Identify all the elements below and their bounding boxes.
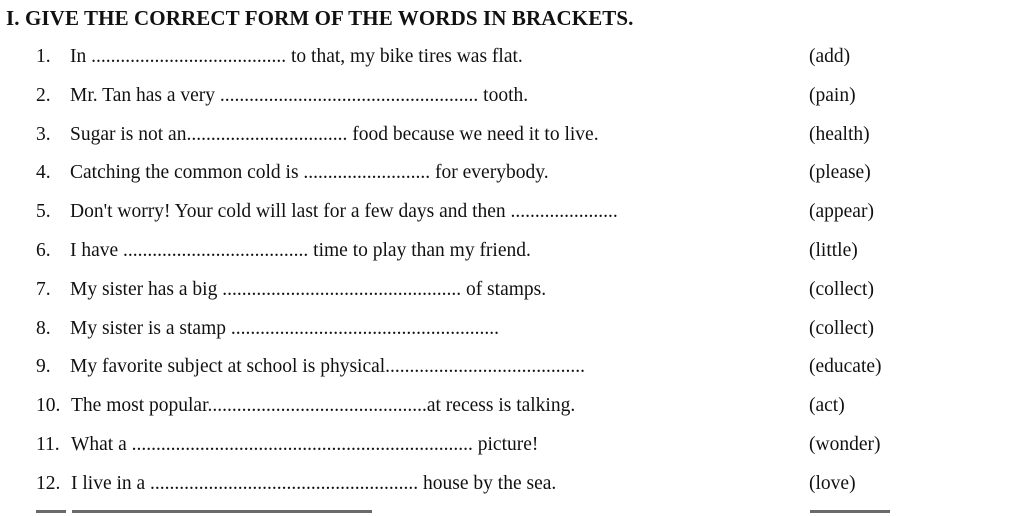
exercise-item xyxy=(0,122,1024,161)
item-word-hint: (love) xyxy=(809,472,856,494)
item-word-hint: (educate) xyxy=(809,356,882,378)
item-number: 11. xyxy=(36,433,60,455)
exercise-item xyxy=(0,393,1024,432)
item-sentence: What a ...................................................................... picture! xyxy=(71,433,539,455)
exercise-list xyxy=(0,44,1024,510)
item-number: 12. xyxy=(36,472,61,494)
item-word-hint: (appear) xyxy=(809,201,874,223)
exercise-heading: I. GIVE THE CORRECT FORM OF THE WORDS IN BRACKETS. xyxy=(6,6,634,30)
exercise-item xyxy=(0,160,1024,199)
item-number: 5. xyxy=(36,201,51,223)
item-word-hint: (collect) xyxy=(809,317,874,339)
item-word-hint: (little) xyxy=(809,239,858,261)
item-word-hint: (collect) xyxy=(809,278,874,300)
item-sentence: My sister has a big ................................................. of stamps. xyxy=(70,278,547,300)
item-sentence: Don't worry! Your cold will last for a few days and then ...................... xyxy=(70,201,618,223)
item-sentence: Catching the common cold is .......................... for everybody. xyxy=(70,162,549,184)
item-sentence: My sister is a stamp ....................................................... xyxy=(70,317,499,339)
exercise-item xyxy=(0,44,1024,83)
item-sentence: In ........................................ to that, my bike tires was flat. xyxy=(70,46,523,67)
exercise-item xyxy=(0,277,1024,316)
item-sentence: Sugar is not an................................. food because we need it to live. xyxy=(70,123,599,145)
exercise-item xyxy=(0,238,1024,277)
item-sentence: Mr. Tan has a very ..................................................... tooth. xyxy=(70,84,529,106)
item-number: 3. xyxy=(36,123,51,145)
item-word-hint: (add) xyxy=(809,46,851,67)
exercise-item xyxy=(0,354,1024,393)
cut-off-next-line xyxy=(0,502,1024,516)
item-word-hint: (act) xyxy=(809,395,845,417)
exercise-item xyxy=(0,316,1024,355)
item-number: 4. xyxy=(36,162,51,184)
item-number: 1. xyxy=(36,46,51,67)
item-sentence: I have ...................................... time to play than my friend. xyxy=(70,239,531,261)
exercise-item xyxy=(0,199,1024,238)
item-number: 8. xyxy=(36,317,51,339)
item-word-hint: (wonder) xyxy=(809,433,881,455)
item-sentence: My favorite subject at school is physical......................................... xyxy=(70,356,586,378)
item-number: 9. xyxy=(36,356,51,378)
item-number: 6. xyxy=(36,239,51,261)
item-number: 7. xyxy=(36,278,51,300)
item-word-hint: (please) xyxy=(809,162,871,184)
item-word-hint: (health) xyxy=(809,123,870,145)
exercise-item xyxy=(0,432,1024,471)
item-sentence: I live in a ....................................................... house by the sea. xyxy=(71,472,557,494)
item-number: 10. xyxy=(36,395,61,417)
item-word-hint: (pain) xyxy=(809,84,856,106)
item-sentence: The most popular.............................................at recess is talking. xyxy=(71,395,576,417)
item-number: 2. xyxy=(36,84,51,106)
exercise-item xyxy=(0,83,1024,122)
